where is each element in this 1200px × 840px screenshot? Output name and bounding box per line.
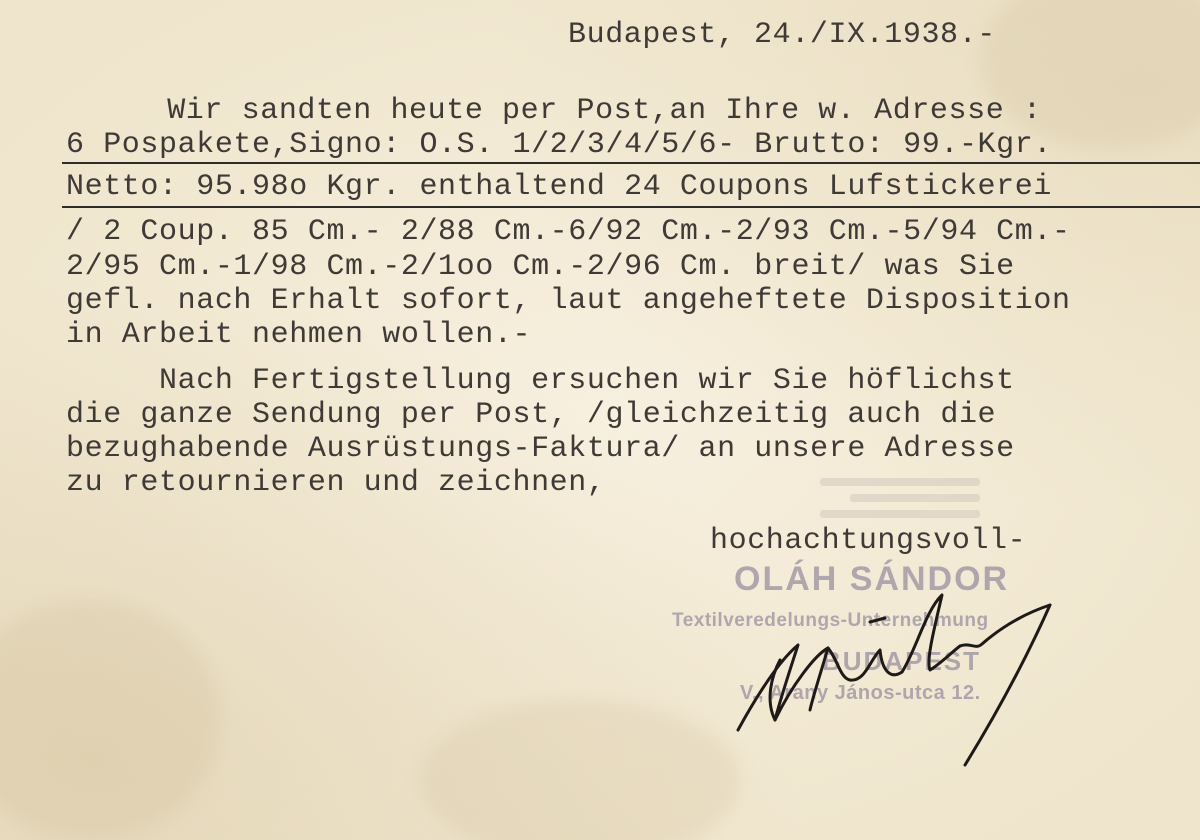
body-line: in Arbeit nehmen wollen.- bbox=[66, 318, 532, 352]
body-line: bezughabende Ausrüstungs-Faktura/ an unsere Adresse bbox=[66, 432, 1015, 466]
body-line: 2/95 Cm.-1/98 Cm.-2/1oo Cm.-2/96 Cm. breit/ was Sie bbox=[66, 250, 1015, 284]
body-line: 6 Pospakete,Signo: O.S. 1/2/3/4/5/6- Brutto: 99.-Kgr. bbox=[66, 128, 1052, 162]
stamp-address: V., Arany János-utca 12. bbox=[740, 682, 981, 704]
body-line: zu retournieren und zeichnen, bbox=[66, 466, 606, 500]
underline-rule bbox=[62, 162, 1200, 164]
body-line: Nach Fertigstellung ersuchen wir Sie höflichst bbox=[66, 364, 1015, 398]
stamp-name: OLÁH SÁNDOR bbox=[734, 560, 1010, 598]
stamp-city: BUDAPEST bbox=[822, 646, 982, 676]
body-line: Netto: 95.98o Kgr. enthaltend 24 Coupons Lufstickerei bbox=[66, 170, 1052, 204]
body-line: Wir sandten heute per Post,an Ihre w. Adresse : bbox=[130, 94, 1042, 128]
date-line: Budapest, 24./IX.1938.- bbox=[568, 18, 996, 52]
closing-line: hochachtungsvoll- bbox=[710, 524, 1027, 558]
paper-stain bbox=[0, 600, 220, 840]
underline-rule bbox=[62, 206, 1200, 208]
handwritten-signature bbox=[720, 560, 1070, 780]
faded-stamp-mark bbox=[810, 470, 990, 530]
body-line: gefl. nach Erhalt sofort, laut angeheftete Disposition bbox=[66, 284, 1071, 318]
body-line: / 2 Coup. 85 Cm.- 2/88 Cm.-6/92 Cm.-2/93 Cm.-5/94 Cm.- bbox=[66, 215, 1071, 249]
stamp-line2: Textilveredelungs-Unternehmung bbox=[672, 610, 989, 631]
body-line: die ganze Sendung per Post, /gleichzeitig auch die bbox=[66, 398, 997, 432]
